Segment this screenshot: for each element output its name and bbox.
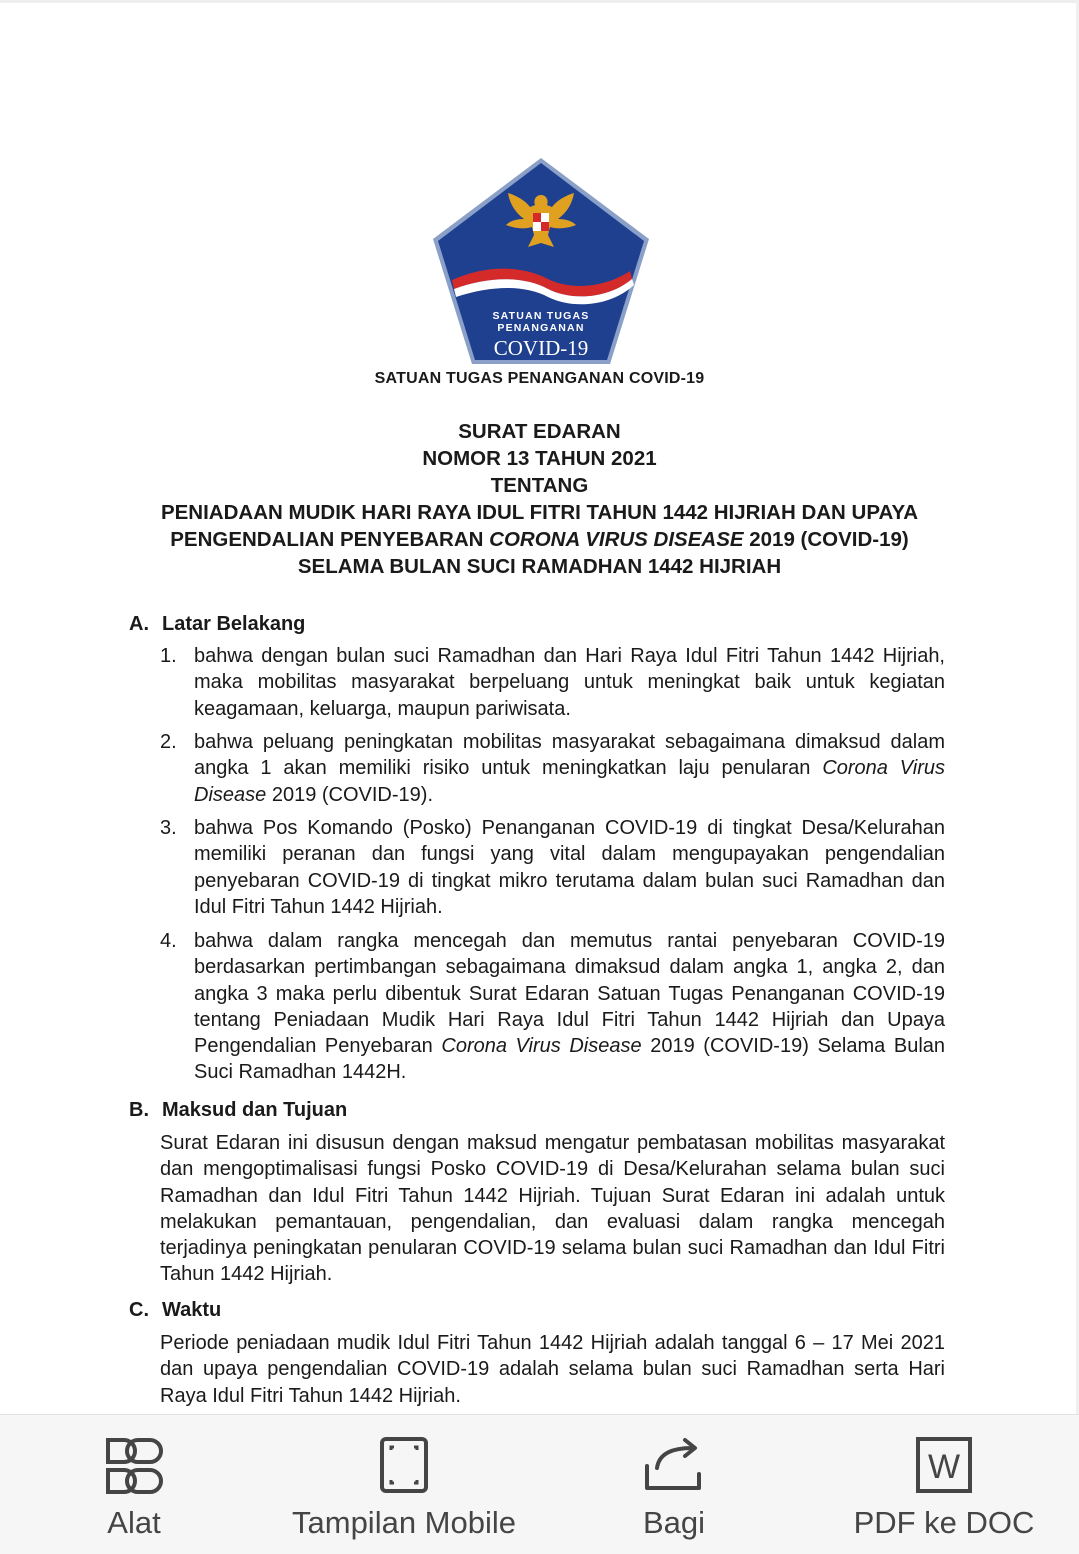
satgas-covid19-logo-image	[430, 155, 652, 367]
document-title	[100, 418, 979, 580]
mobile-view-label: Tampilan Mobile	[292, 1505, 516, 1540]
title-line-5-part-a: PENGENDALIAN PENYEBARAN	[170, 528, 490, 551]
title-line-5	[100, 526, 979, 553]
section-c-heading	[129, 1297, 221, 1323]
title-line-4: PENIADAAN MUDIK HARI RAYA IDUL FITRI TAHUN 1442 HIJRIAH DAN UPAYA	[160, 501, 919, 524]
title-line-5-part-b: 2019 (COVID-19)	[743, 528, 909, 551]
list-item	[160, 815, 945, 920]
list-item-text-part-a: bahwa peluang peningkatan mobilitas masyarakat sebagaimana dimaksud dalam angka 1 akan memiliki risiko untuk meningkatkan laju penularan	[194, 731, 945, 780]
tools-grid-icon	[104, 1436, 164, 1496]
section-a-letter: A.	[129, 613, 149, 635]
list-item	[160, 928, 945, 1086]
list-item-number: 3.	[160, 817, 177, 839]
section-b-paragraph: Surat Edaran ini disusun dengan maksud mengatur pembatasan mobilitas masyarakat dan mengoptimalisasi fungsi Posko COVID-19 di Desa/Kelurahan selama bulan suci Ramadhan dan Idul Fitri Tahun 1442 Hijriah. Tujuan Surat Edaran ini adalah untuk melakukan pemantauan, pengendalian, dan evaluasi dalam rangka mencegah terjadinya peningkatan penularan COVID-19 selama bulan suci Ramadhan dan Idul Fitri Tahun 1442 Hijriah.	[160, 1132, 945, 1286]
pdf-to-doc-label: PDF ke DOC	[853, 1505, 1035, 1540]
list-item-text	[194, 729, 945, 808]
section-b-letter: B.	[129, 1099, 149, 1121]
section-a-heading	[129, 611, 305, 637]
title-line-1: SURAT EDARAN	[458, 420, 621, 443]
list-item-text-part-b: 2019 (COVID-19).	[266, 783, 433, 806]
section-b-heading	[129, 1097, 347, 1123]
word-doc-icon-glyph: W	[927, 1448, 961, 1486]
list-item-text: bahwa Pos Komando (Posko) Penanganan COVID-19 di tingkat Desa/Kelurahan memiliki peranan dan fungsi yang vital dalam mengupayakan pengendalian penyebaran COVID-19 di tingkat mikro terutama dalam bulan suci Ramadhan dan Idul Fitri Tahun 1442 Hijriah.	[194, 817, 945, 918]
section-c-paragraph: Periode peniadaan mudik Idul Fitri Tahun 1442 Hijriah adalah tanggal 6 – 17 Mei 2021 dan upaya pengendalian COVID-19 adalah selama bulan suci Ramadhan serta Hari Raya Idul Fitri Tahun 1442 Hijriah.	[160, 1332, 945, 1407]
word-doc-icon	[915, 1436, 973, 1494]
list-item-text-italic: Corona Virus Disease	[441, 1035, 642, 1058]
bottom-toolbar	[0, 1414, 1079, 1554]
list-item-number: 1.	[160, 645, 177, 667]
list-item-text-part-b: 2019 (COVID-19) Selama Bulan Suci Ramadhan 1442H.	[194, 1035, 946, 1084]
list-item-text-part-a: bahwa dalam rangka mencegah dan memutus rantai penyebaran COVID-19 berdasarkan pertimbangan sebagaimana dimaksud dalam angka 1, angka 2, dan angka 3 maka perlu dibentuk Surat Edaran Satuan Tugas Penanganan COVID-19 tentang Peniadaan Mudik Hari Raya Idul Fitri Tahun 1442 Hijriah dan Upaya Pengendalian Penyebaran	[194, 930, 945, 1058]
section-c-letter: C.	[129, 1299, 149, 1321]
section-b-title: Maksud dan Tujuan	[162, 1099, 348, 1121]
list-item-text: bahwa dengan bulan suci Ramadhan dan Hari Raya Idul Fitri Tahun 1442 Hijriah, maka mobilitas masyarakat berpeluang untuk meningkat baik untuk kegiatan keagamaan, keluarga, maupun pariwisata.	[194, 645, 945, 720]
organization-name: SATUAN TUGAS PENANGANAN COVID-19	[374, 370, 705, 387]
tools-button[interactable]	[64, 1415, 204, 1554]
list-item-text-italic: Corona Virus Disease	[194, 757, 945, 806]
list-item-text	[194, 928, 945, 1086]
list-item-number: 4.	[160, 930, 177, 952]
pdf-to-doc-button[interactable]	[829, 1415, 1059, 1554]
share-label: Bagi	[642, 1505, 706, 1540]
share-icon	[643, 1436, 705, 1494]
logo-text-line2: PENANGANAN	[497, 322, 585, 334]
tools-label: Alat	[107, 1505, 161, 1540]
mobile-view-button[interactable]	[264, 1415, 544, 1554]
logo-text-line1: SATUAN TUGAS	[492, 310, 590, 322]
logo-text-line3: COVID-19	[493, 336, 589, 360]
satgas-covid19-logo	[430, 155, 652, 367]
list-item	[160, 643, 945, 722]
mobile-view-icon	[379, 1436, 429, 1494]
section-a-title: Latar Belakang	[162, 613, 306, 635]
share-button[interactable]	[604, 1415, 744, 1554]
list-item	[160, 729, 945, 808]
title-line-5-italic: CORONA VIRUS DISEASE	[489, 528, 744, 551]
section-c-title: Waktu	[162, 1299, 222, 1321]
title-line-2: NOMOR 13 TAHUN 2021	[422, 447, 657, 470]
title-line-3: TENTANG	[490, 474, 589, 497]
title-line-6: SELAMA BULAN SUCI RAMADHAN 1442 HIJRIAH	[297, 555, 782, 578]
list-item-number: 2.	[160, 731, 177, 753]
page-top-edge	[0, 0, 1079, 3]
